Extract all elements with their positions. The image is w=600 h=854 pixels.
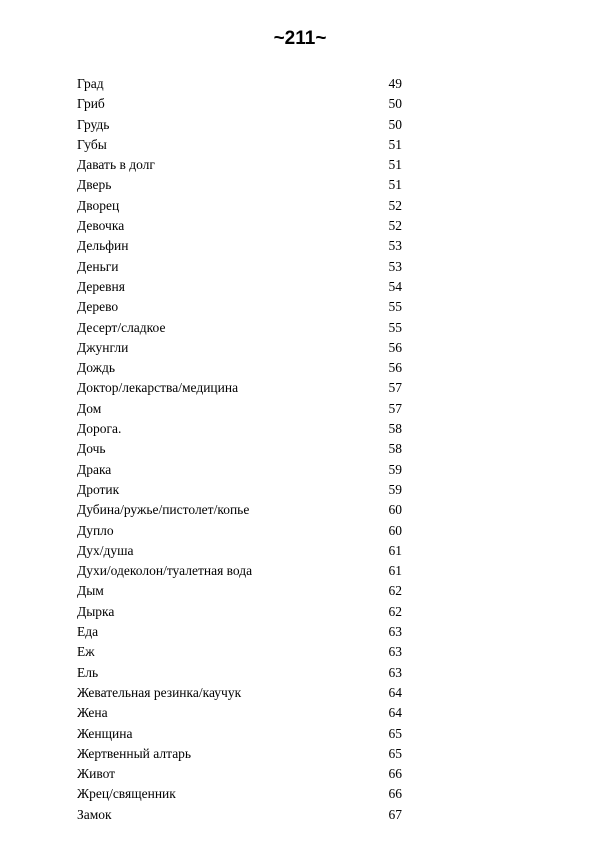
index-page-number: 50 bbox=[388, 96, 402, 112]
index-entry bbox=[77, 358, 402, 378]
index-entry bbox=[77, 480, 402, 500]
index-entry bbox=[77, 74, 402, 94]
index-page-number: 63 bbox=[388, 644, 402, 660]
index-page-number: 55 bbox=[388, 299, 402, 315]
index-page-number: 51 bbox=[388, 157, 402, 173]
index-entry bbox=[77, 561, 402, 581]
index-entry bbox=[77, 155, 402, 175]
index-entry bbox=[77, 277, 402, 297]
index-entry bbox=[77, 378, 402, 398]
index-term: Духи/одеколон/туалетная вода bbox=[77, 563, 253, 579]
index-term: Деревня bbox=[77, 278, 125, 294]
index-page-number: 67 bbox=[388, 806, 402, 822]
index-entry bbox=[77, 602, 402, 622]
index-page-number: 56 bbox=[388, 339, 402, 355]
index-term: Жена bbox=[77, 705, 108, 721]
index-page-number: 65 bbox=[388, 725, 402, 741]
index-entry bbox=[77, 805, 402, 825]
index-entry bbox=[77, 724, 402, 744]
index-entry bbox=[77, 521, 402, 541]
index-entry bbox=[77, 744, 402, 764]
index-entry bbox=[77, 297, 402, 317]
index-page-number: 61 bbox=[388, 542, 402, 558]
index-page-number: 55 bbox=[388, 319, 402, 335]
index-term: Доктор/лекарства/медицина bbox=[77, 380, 239, 396]
index-term: Джунгли bbox=[77, 339, 129, 355]
index-term: Дворец bbox=[77, 197, 120, 213]
index-page-number: 64 bbox=[388, 705, 402, 721]
index-entry bbox=[77, 683, 402, 703]
index-entry bbox=[77, 399, 402, 419]
index-entry bbox=[77, 196, 402, 216]
index-page-number: 52 bbox=[388, 197, 402, 213]
index-term: Деньги bbox=[77, 258, 119, 274]
index-entry bbox=[77, 318, 402, 338]
index-entry bbox=[77, 460, 402, 480]
index-entry bbox=[77, 175, 402, 195]
index-page-number: 51 bbox=[388, 136, 402, 152]
index-page-number: 66 bbox=[388, 766, 402, 782]
index-entry bbox=[77, 784, 402, 804]
index-term: Дверь bbox=[77, 177, 112, 193]
index-page-number: 65 bbox=[388, 745, 402, 761]
index-page-number: 60 bbox=[388, 502, 402, 518]
index-entry bbox=[77, 115, 402, 135]
index-entry bbox=[77, 94, 402, 114]
index-term: Давать в долг bbox=[77, 157, 155, 173]
index-entry bbox=[77, 419, 402, 439]
index-entry bbox=[77, 236, 402, 256]
index-page-number: 63 bbox=[388, 664, 402, 680]
index-term: Дух/душа bbox=[77, 542, 134, 558]
index-page-number: 49 bbox=[388, 76, 402, 91]
index-page-number: 53 bbox=[388, 238, 402, 254]
index-entry bbox=[77, 500, 402, 520]
index-entry bbox=[77, 257, 402, 277]
index-page-number: 58 bbox=[388, 421, 402, 437]
index-term: Дупло bbox=[77, 522, 114, 538]
index-term: Дождь bbox=[77, 360, 115, 376]
index-page-number: 56 bbox=[388, 360, 402, 376]
page-number: ~211~ bbox=[273, 28, 327, 49]
index-page-number: 54 bbox=[388, 278, 402, 294]
index-term: Дерево bbox=[77, 299, 119, 315]
index-term: Еж bbox=[77, 644, 95, 660]
index-term: Живот bbox=[77, 766, 116, 782]
index-page-number: 60 bbox=[388, 522, 402, 538]
index-page-number: 51 bbox=[388, 177, 402, 193]
index-entry bbox=[77, 338, 402, 358]
index-term: Дорога. bbox=[77, 421, 122, 437]
index-page-number: 57 bbox=[388, 380, 402, 396]
index-term: Драка bbox=[77, 461, 112, 477]
index-term: Жрец/священник bbox=[77, 786, 176, 802]
index-page-number: 52 bbox=[388, 218, 402, 234]
index-term: Дом bbox=[77, 400, 102, 416]
index-page-number: 62 bbox=[388, 583, 402, 599]
index-page-number: 53 bbox=[388, 258, 402, 274]
index-entry bbox=[77, 764, 402, 784]
index-term: Десерт/сладкое bbox=[77, 319, 166, 335]
index-term: Гриб bbox=[77, 96, 105, 112]
index-term: Грудь bbox=[77, 116, 110, 132]
index-page-number: 57 bbox=[388, 400, 402, 416]
index-page-number: 61 bbox=[388, 563, 402, 579]
index-entry bbox=[77, 642, 402, 662]
index-term: Еда bbox=[77, 624, 99, 640]
index-term: Дротик bbox=[77, 481, 120, 497]
index-term: Женщина bbox=[77, 725, 133, 741]
index-term: Губы bbox=[77, 136, 107, 152]
index-term: Жевательная резинка/каучук bbox=[77, 684, 242, 700]
index-term: Дочь bbox=[77, 441, 106, 457]
index-page-number: 59 bbox=[388, 461, 402, 477]
index-page-number: 66 bbox=[388, 786, 402, 802]
index-term: Дубина/ружье/пистолет/копье bbox=[77, 502, 250, 518]
index-entry bbox=[77, 663, 402, 683]
index-page-number: 58 bbox=[388, 441, 402, 457]
index-term: Град bbox=[77, 76, 104, 91]
index-term: Дырка bbox=[77, 603, 115, 619]
index-term: Ель bbox=[77, 664, 99, 680]
index-page-number: 59 bbox=[388, 481, 402, 497]
index-term: Дым bbox=[77, 583, 104, 599]
index-entry bbox=[77, 581, 402, 601]
index-list bbox=[77, 74, 402, 825]
index-entry bbox=[77, 541, 402, 561]
index-entry bbox=[77, 622, 402, 642]
index-page-number: 63 bbox=[388, 624, 402, 640]
index-page-number: 50 bbox=[388, 116, 402, 132]
index-term: Замок bbox=[77, 806, 112, 822]
index-entry bbox=[77, 135, 402, 155]
index-page-number: 64 bbox=[388, 684, 402, 700]
index-entry bbox=[77, 703, 402, 723]
index-term: Девочка bbox=[77, 218, 125, 234]
index-page-number: 62 bbox=[388, 603, 402, 619]
index-term: Жертвенный алтарь bbox=[77, 745, 192, 761]
index-entry bbox=[77, 439, 402, 459]
index-entry bbox=[77, 216, 402, 236]
index-term: Дельфин bbox=[77, 238, 129, 254]
